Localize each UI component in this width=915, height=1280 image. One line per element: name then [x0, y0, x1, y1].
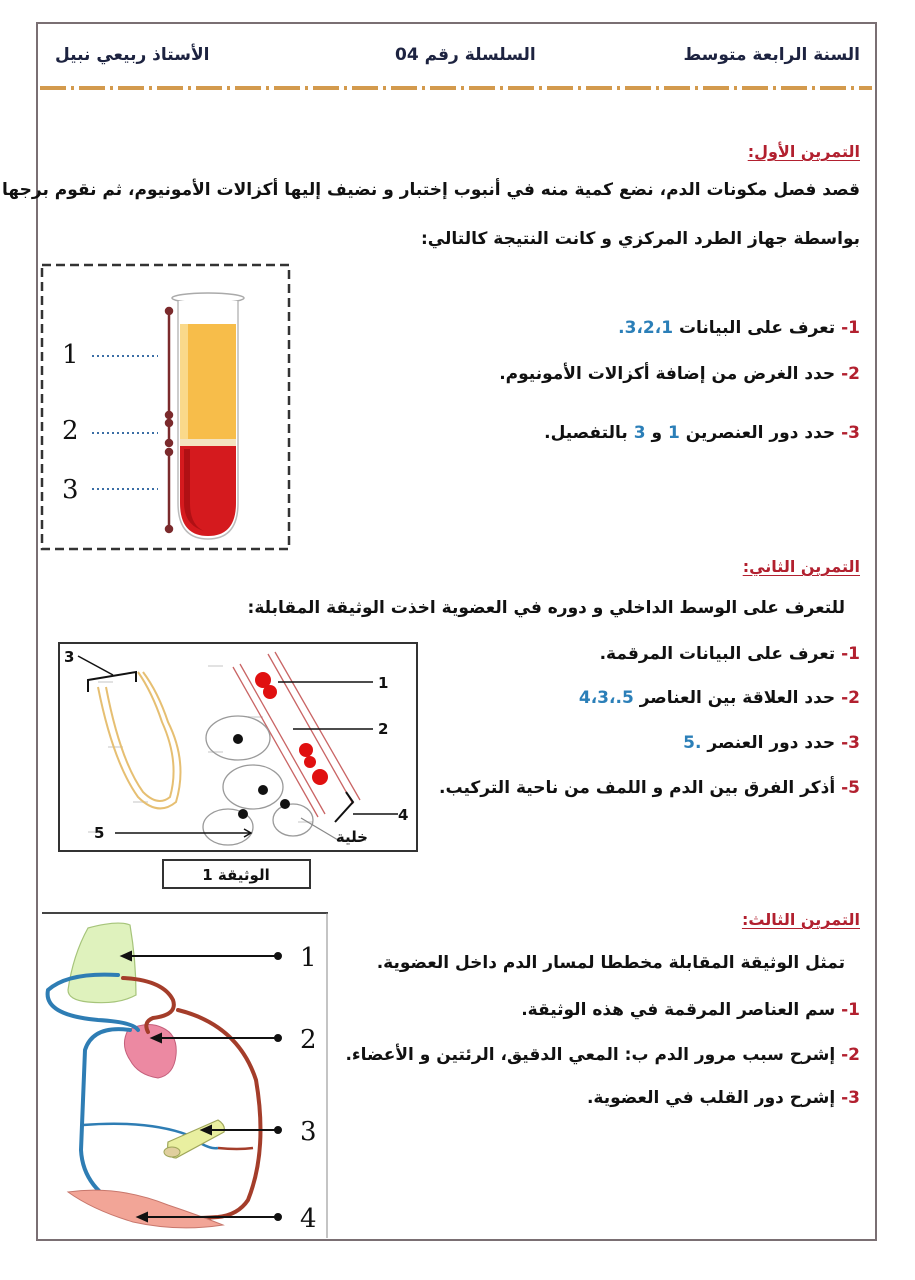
circulation-label-2: 2	[300, 1025, 317, 1055]
exercise1-question-3	[544, 423, 860, 443]
veins	[48, 975, 138, 1210]
exercise3-question-3	[587, 1088, 860, 1108]
question-number: 3-	[841, 733, 860, 753]
question-text: تعرف على البيانات المرقمة.	[599, 644, 836, 664]
question-number: 3-	[841, 423, 860, 443]
header-level: السنة الرابعة متوسط	[683, 45, 860, 65]
exercise1-question-1	[618, 318, 860, 338]
test-tube-icon	[172, 293, 244, 539]
circulation-label-1: 1	[300, 943, 317, 973]
question-number: 3-	[841, 1088, 860, 1108]
question-text: بالتفصيل.	[544, 423, 634, 443]
question-number: 1-	[841, 318, 860, 338]
question-number: 2-	[841, 688, 860, 708]
question-text: حدد الغرض من إضافة أكزالات الأمونيوم.	[499, 364, 836, 384]
header-teacher: الأستاذ ربيعي نبيل	[55, 45, 210, 65]
exercise2-question-5	[439, 778, 860, 798]
exercise3-question-1	[521, 1000, 860, 1020]
question-number: 1-	[841, 1000, 860, 1020]
tissue-label-5: 5	[94, 824, 105, 842]
exercise2-title: التمرين الثاني:	[742, 557, 860, 576]
question-text: تعرف على البيانات	[673, 318, 836, 338]
question-highlight: 3،2،1.	[618, 318, 674, 338]
buffy-coat-layer	[180, 439, 236, 446]
question-number: 1-	[841, 644, 860, 664]
exercise3-question-2	[345, 1045, 860, 1065]
circulation-label-3: 3	[300, 1117, 317, 1147]
header-series: السلسلة رقم 04	[395, 45, 536, 65]
exercise2-question-1	[600, 644, 860, 664]
tissue-label-4: 4	[398, 806, 409, 824]
plasma-layer	[180, 324, 236, 442]
exercise2-question-3	[683, 733, 860, 753]
question-highlight: 3	[633, 423, 646, 443]
tube-label-1: 1	[62, 340, 79, 370]
tissue-figure	[58, 642, 420, 892]
exercise1-title: التمرين الأول:	[747, 142, 860, 161]
tissue-label-1: 1	[378, 674, 389, 692]
question-text: أذكر الفرق بين الدم و اللمف من ناحية التركيب.	[439, 778, 836, 798]
arteries	[123, 978, 261, 1218]
exercise2-intro: للتعرف على الوسط الداخلي و دوره في العضوية اخذت الوثيقة المقابلة:	[247, 598, 845, 618]
tube-label-2: 2	[62, 416, 79, 446]
question-text: إشرح سبب مرور الدم ب: المعي الدقيق، الرئتين و الأعضاء.	[345, 1045, 836, 1065]
figure-dashed-border	[42, 265, 289, 549]
intestine-icon	[164, 1120, 224, 1158]
tube-label-3: 3	[62, 475, 79, 505]
question-highlight: .5	[683, 733, 702, 753]
circulation-figure	[38, 910, 330, 1240]
question-number: 2-	[841, 364, 860, 384]
question-text: سم العناصر المرقمة في هذه الوثيقة.	[521, 1000, 836, 1020]
tissue-label-3: 3	[64, 648, 75, 666]
lung-icon	[68, 923, 136, 1003]
question-highlight: 1	[667, 423, 680, 443]
exercise3-title: التمرين الثالث:	[741, 910, 860, 929]
question-text: حدد دور العنصر	[701, 733, 836, 753]
question-text: حدد العلاقة بين العناصر	[633, 688, 836, 708]
muscle-icon	[68, 1190, 223, 1228]
exercise1-question-2	[499, 364, 860, 384]
test-tube-figure	[40, 263, 292, 553]
measurement-bars	[166, 308, 172, 532]
exercise3-intro: تمثل الوثيقة المقابلة مخططا لمسار الدم داخل العضوية.	[376, 953, 845, 973]
exercise1-intro-line2: بواسطة جهاز الطرد المركزي و كانت النتيجة كالتالي:	[421, 229, 860, 249]
question-text: و	[645, 423, 668, 443]
question-text: إشرح دور القلب في العضوية.	[586, 1088, 836, 1108]
exercise1-intro-line1: قصد فصل مكونات الدم، نضع كمية منه في أنبوب إختبار و نضيف إليها أكزالات الأمونيوم، ثم نقوم برجها	[2, 180, 860, 200]
question-text: حدد دور العنصرين	[679, 423, 836, 443]
tissue-label-2: 2	[378, 720, 389, 738]
question-highlight: 5.،4،3	[578, 688, 634, 708]
question-number: 5-	[841, 778, 860, 798]
circulation-label-4: 4	[300, 1204, 317, 1234]
cell-label: خلية	[335, 828, 368, 846]
header-separator	[40, 86, 872, 90]
exercise2-question-2	[579, 688, 860, 708]
doc-caption: الوثيقة 1	[202, 866, 270, 884]
heart-icon	[124, 1024, 176, 1078]
question-number: 2-	[841, 1045, 860, 1065]
